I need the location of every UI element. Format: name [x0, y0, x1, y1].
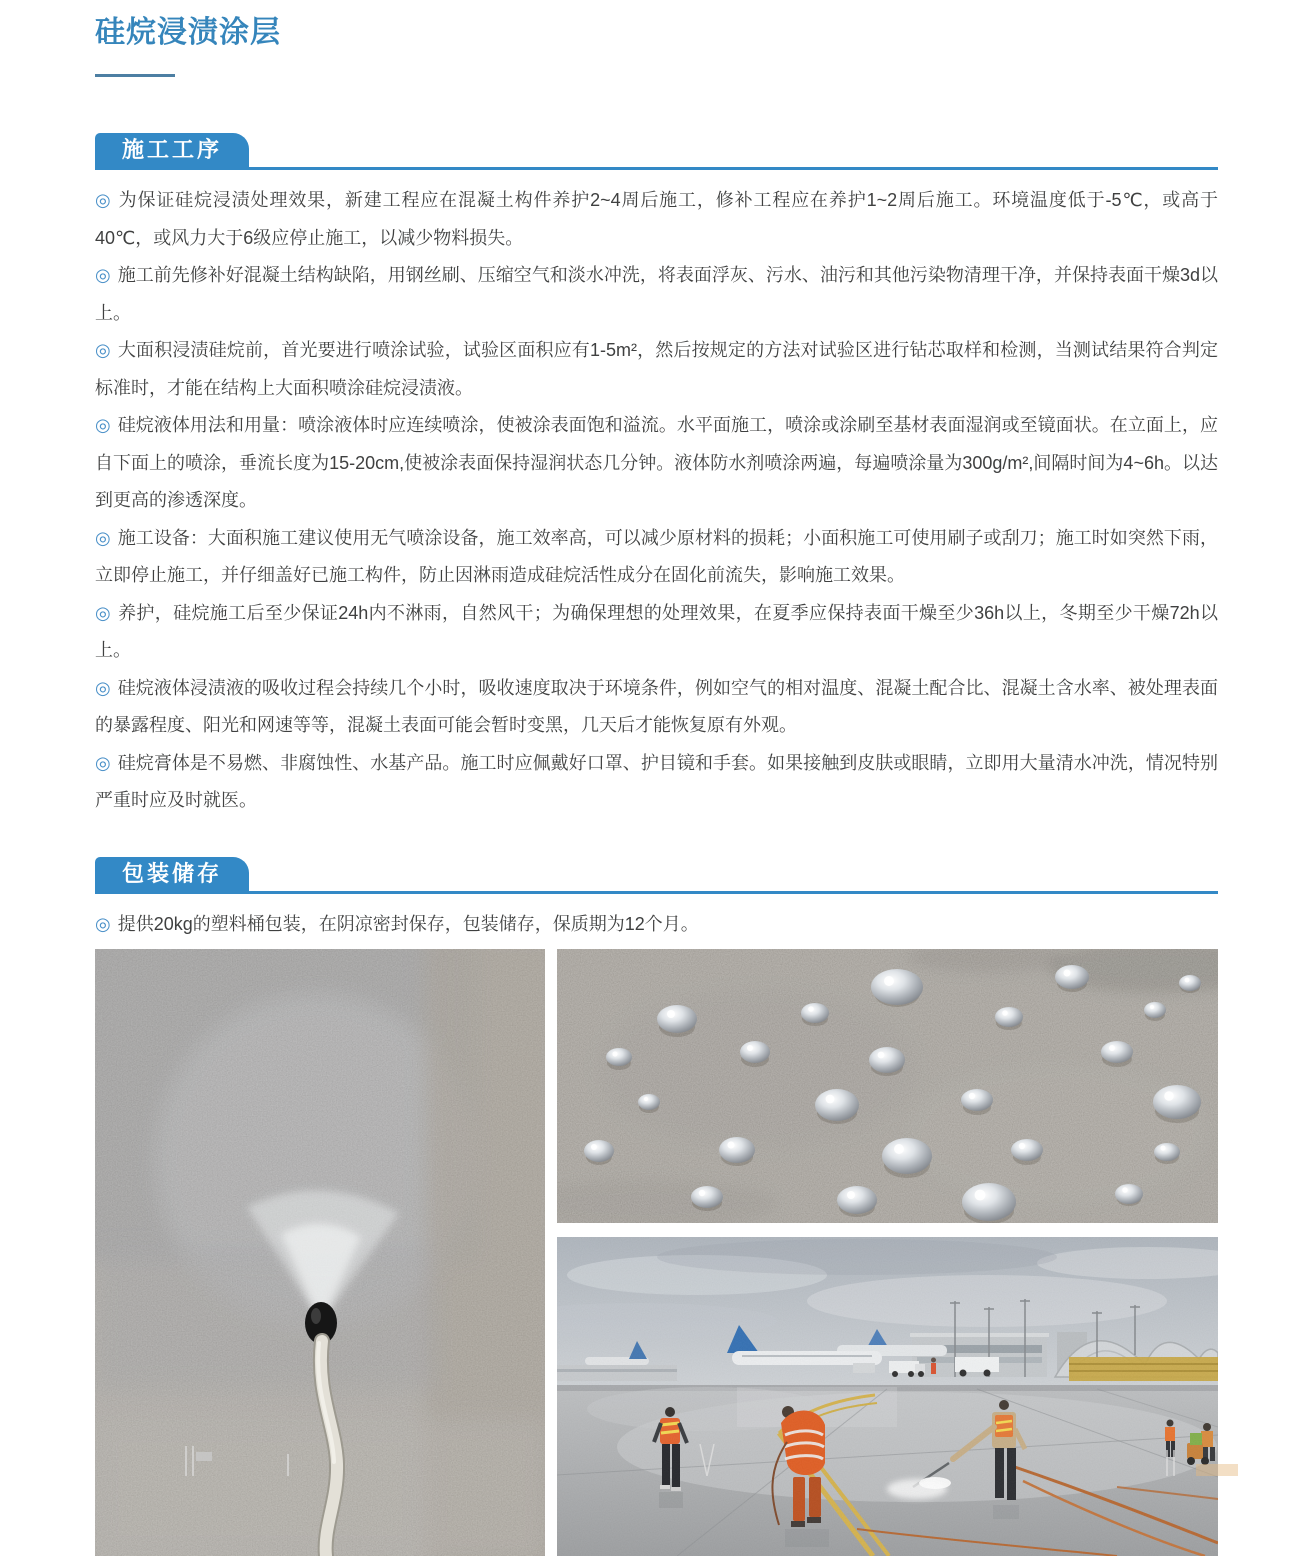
page-title: 硅烷浸渍涂层 [95, 16, 281, 49]
bullet-item [95, 520, 1218, 595]
page-bottom-artifacts [0, 1444, 1290, 1476]
bullet-item [95, 407, 1218, 520]
bullet-item [95, 257, 1218, 332]
bullet-icon: ◎ [95, 190, 112, 210]
photo-airport-apron [557, 1237, 1218, 1556]
construction-bullet-list [95, 182, 1218, 820]
bullet-item [95, 182, 1218, 257]
bullet-text: 硅烷液体用法和用量：喷涂液体时应连续喷涂，使被涂表面饱和溢流。水平面施工，喷涂或涂刷至基材表面湿润或至镜面状。在立面上，应自下面上的喷涂，垂流长度为15-20cm,使被涂表面保持湿润状态几分钟。液体防水剂喷涂两遍，每遍喷涂量为300g/m²,间隔时间为4~6h。以达到更高的渗透深度。 [95, 415, 1218, 510]
bullet-item [95, 745, 1218, 820]
section-header-packaging [95, 857, 1218, 894]
bullet-icon: ◎ [95, 752, 111, 773]
section-header-construction [95, 133, 1218, 170]
bullet-icon: ◎ [95, 913, 111, 934]
packaging-bullet-list [95, 906, 1218, 944]
bullet-text: 硅烷膏体是不易燃、非腐蚀性、水基产品。施工时应佩戴好口罩、护目镜和手套。如果接触到皮肤或眼睛，立即用大量清水冲洗，情况特别严重时应及时就医。 [95, 752, 1218, 810]
bullet-text: 大面积浸渍硅烷前，首光要进行喷涂试验，试验区面积应有1-5m²，然后按规定的方法对试验区进行钻芯取样和检测，当测试结果符合判定标准时，才能在结构上大面积喷涂硅烷浸渍液。 [95, 340, 1218, 398]
bullet-item [95, 670, 1218, 745]
bullet-text: 为保证硅烷浸渍处理效果，新建工程应在混凝土构件养护2~4周后施工，修补工程应在养护1~2周后施工。环境温度低于-5℃，或高于40℃，或风力大于6级应停止施工，以减少物料损失。 [95, 190, 1218, 248]
photo-water-beads [557, 949, 1218, 1223]
bullet-item [95, 332, 1218, 407]
bullet-text: 提供20kg的塑料桶包装，在阴凉密封保存，包装储存，保质期为12个月。 [117, 913, 699, 934]
bullet-icon: ◎ [95, 265, 111, 285]
bullet-icon: ◎ [95, 527, 111, 548]
title-underline [95, 74, 175, 77]
bullet-text: 硅烷液体浸渍液的吸收过程会持续几个小时，吸收速度取决于环境条件，例如空气的相对温度、混凝土配合比、混凝土含水率、被处理表面的暴露程度、阳光和网速等等，混凝土表面可能会暂时变黑，几天后才能恢复原有外观。 [95, 677, 1218, 735]
bullet-icon: ◎ [95, 602, 112, 623]
bullet-icon: ◎ [95, 415, 111, 435]
bullet-icon: ◎ [95, 340, 111, 360]
bullet-text: 施工设备：大面积施工建议使用无气喷涂设备，施工效率高，可以减少原材料的损耗；小面积施工可使用刷子或刮刀；施工时如突然下雨，立即停止施工，并仔细盖好已施工构件，防止因淋雨造成硅烷活性成分在固化前流失，影响施工效果。 [95, 527, 1218, 585]
bullet-item [95, 595, 1218, 670]
section-badge-construction: 施工工序 [95, 133, 249, 167]
bullet-item [95, 906, 1218, 944]
bullet-text: 施工前先修补好混凝土结构缺陷，用钢丝刷、压缩空气和淡水冲洗，将表面浮灰、污水、油污和其他污染物清理干净，并保持表面干燥3d以上。 [95, 265, 1218, 323]
document-page [95, 0, 1218, 1556]
bullet-icon: ◎ [95, 677, 111, 698]
section-badge-packaging: 包装储存 [95, 857, 249, 891]
bullet-text: 养护，硅烷施工后至少保证24h内不淋雨，自然风干；为确保理想的处理效果，在夏季应保持表面干燥至少36h以上，冬期至少干燥72h以上。 [95, 602, 1218, 660]
